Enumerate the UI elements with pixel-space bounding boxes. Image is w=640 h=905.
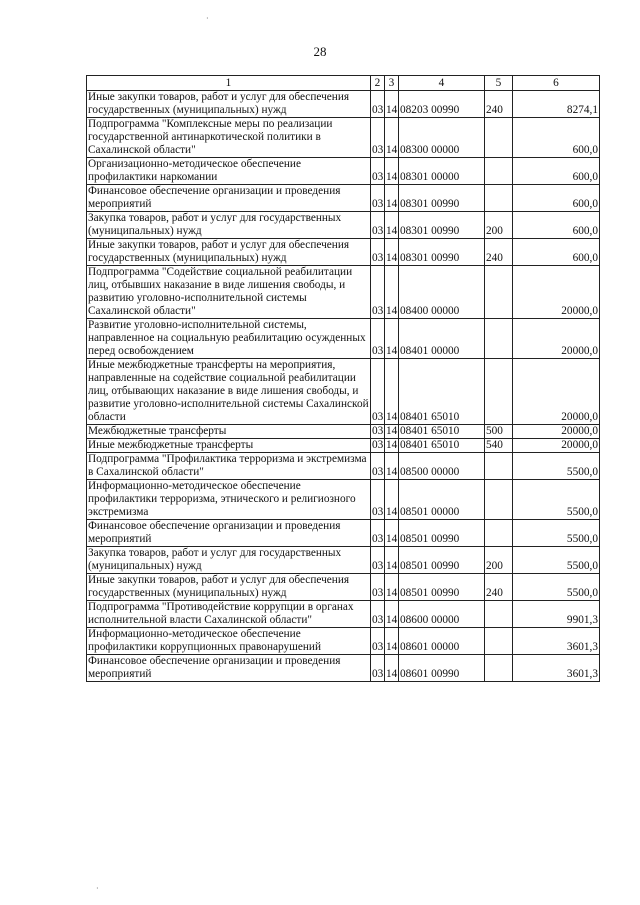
row-target-article: 08301 00990 bbox=[399, 185, 485, 212]
row-section-code: 03 bbox=[371, 628, 385, 655]
row-target-article: 08401 65010 bbox=[399, 359, 485, 425]
page-number: 28 bbox=[313, 44, 327, 59]
row-description: Финансовое обеспечение организации и проведения мероприятий bbox=[87, 520, 371, 547]
row-expense-type: 240 bbox=[485, 91, 513, 118]
row-subsection-code: 14 bbox=[385, 574, 399, 601]
row-subsection-code: 14 bbox=[385, 601, 399, 628]
row-amount: 600,0 bbox=[513, 212, 600, 239]
row-section-code: 03 bbox=[371, 655, 385, 682]
row-expense-type bbox=[485, 453, 513, 480]
header-cell-4: 4 bbox=[399, 76, 485, 91]
row-subsection-code: 14 bbox=[385, 453, 399, 480]
row-amount: 20000,0 bbox=[513, 266, 600, 319]
table-row bbox=[87, 239, 600, 266]
budget-table bbox=[86, 75, 600, 682]
table-row bbox=[87, 212, 600, 239]
table-row bbox=[87, 601, 600, 628]
row-description: Информационно-методическое обеспечение профилактики терроризма, этнического и религиозного экстремизма bbox=[87, 480, 371, 520]
row-subsection-code: 14 bbox=[385, 319, 399, 359]
row-subsection-code: 14 bbox=[385, 158, 399, 185]
row-amount: 9901,3 bbox=[513, 601, 600, 628]
row-amount: 600,0 bbox=[513, 118, 600, 158]
row-target-article: 08500 00000 bbox=[399, 453, 485, 480]
row-amount: 8274,1 bbox=[513, 91, 600, 118]
row-target-article: 08501 00990 bbox=[399, 547, 485, 574]
row-subsection-code: 14 bbox=[385, 520, 399, 547]
row-target-article: 08501 00990 bbox=[399, 574, 485, 601]
header-row bbox=[87, 76, 600, 91]
row-expense-type bbox=[485, 655, 513, 682]
table-row bbox=[87, 266, 600, 319]
row-target-article: 08401 65010 bbox=[399, 439, 485, 453]
scan-speck: · bbox=[206, 14, 209, 23]
row-target-article: 08203 00990 bbox=[399, 91, 485, 118]
row-description: Иные закупки товаров, работ и услуг для обеспечения государственных (муниципальных) нужд bbox=[87, 574, 371, 601]
row-target-article: 08401 65010 bbox=[399, 425, 485, 439]
row-amount: 20000,0 bbox=[513, 359, 600, 425]
row-subsection-code: 14 bbox=[385, 480, 399, 520]
row-description: Финансовое обеспечение организации и проведения мероприятий bbox=[87, 185, 371, 212]
row-target-article: 08400 00000 bbox=[399, 266, 485, 319]
row-section-code: 03 bbox=[371, 359, 385, 425]
row-target-article: 08601 00000 bbox=[399, 628, 485, 655]
row-amount: 5500,0 bbox=[513, 574, 600, 601]
header-cell-5: 5 bbox=[485, 76, 513, 91]
row-section-code: 03 bbox=[372, 425, 384, 437]
scan-speck: · bbox=[96, 884, 99, 893]
row-section-code: 03 bbox=[371, 574, 385, 601]
table-row bbox=[87, 118, 600, 158]
row-subsection-code: 14 bbox=[385, 628, 399, 655]
row-description: Иные межбюджетные трансферты bbox=[87, 439, 371, 453]
row-description: Подпрограмма "Противодействие коррупции в органах исполнительной власти Сахалинской области" bbox=[87, 601, 371, 628]
row-expense-type bbox=[485, 158, 513, 185]
row-section-code: 03 bbox=[371, 520, 385, 547]
row-target-article: 08501 00000 bbox=[399, 480, 485, 520]
row-expense-type bbox=[485, 118, 513, 158]
row-target-article: 08301 00000 bbox=[399, 158, 485, 185]
table-row bbox=[87, 628, 600, 655]
row-target-article: 08601 00990 bbox=[399, 655, 485, 682]
row-description: Подпрограмма "Содействие социальной реабилитации лиц, отбывших наказание в виде лишения свободы, и развитию уголовно-исполнительной системы Сахалинской области" bbox=[87, 266, 371, 319]
table-row bbox=[87, 520, 600, 547]
row-expense-type: 240 bbox=[485, 574, 513, 601]
row-expense-type: 200 bbox=[485, 547, 513, 574]
row-expense-type: 200 bbox=[485, 212, 513, 239]
row-amount: 5500,0 bbox=[513, 520, 600, 547]
row-expense-type bbox=[485, 319, 513, 359]
table-row bbox=[87, 480, 600, 520]
row-amount: 600,0 bbox=[513, 239, 600, 266]
row-target-article: 08501 00990 bbox=[399, 520, 485, 547]
row-amount: 20000,0 bbox=[513, 425, 600, 439]
row-amount: 5500,0 bbox=[513, 480, 600, 520]
row-description: Закупка товаров, работ и услуг для государственных (муниципальных) нужд bbox=[87, 212, 371, 239]
table-row bbox=[87, 359, 600, 425]
row-subsection-code: 14 bbox=[385, 239, 399, 266]
table-row bbox=[87, 425, 600, 439]
row-section-code: 03 bbox=[371, 480, 385, 520]
row-expense-type bbox=[485, 628, 513, 655]
row-section-code: 03 bbox=[371, 266, 385, 319]
row-amount: 5500,0 bbox=[513, 453, 600, 480]
row-expense-type bbox=[485, 601, 513, 628]
row-subsection-code: 14 bbox=[385, 266, 399, 319]
row-expense-type bbox=[485, 185, 513, 212]
table-row bbox=[87, 547, 600, 574]
row-amount: 20000,0 bbox=[513, 439, 600, 453]
header-cell-2: 2 bbox=[371, 76, 385, 91]
row-description: Закупка товаров, работ и услуг для государственных (муниципальных) нужд bbox=[87, 547, 371, 574]
header-cell-3: 3 bbox=[385, 76, 399, 91]
row-amount: 20000,0 bbox=[513, 319, 600, 359]
table-row bbox=[87, 439, 600, 453]
row-expense-type: 500 bbox=[485, 425, 513, 439]
row-subsection-code: 14 bbox=[385, 547, 399, 574]
row-subsection-code: 14 bbox=[385, 185, 399, 212]
row-section-code: 03 bbox=[371, 158, 385, 185]
row-description: Информационно-методическое обеспечение профилактики коррупционных правонарушений bbox=[87, 628, 371, 655]
row-subsection-code: 14 bbox=[385, 118, 399, 158]
row-subsection-code: 14 bbox=[385, 359, 399, 425]
row-target-article: 08301 00990 bbox=[399, 239, 485, 266]
row-subsection-code: 14 bbox=[385, 212, 399, 239]
row-description: Финансовое обеспечение организации и проведения мероприятий bbox=[87, 655, 371, 682]
row-target-article: 08300 00000 bbox=[399, 118, 485, 158]
row-amount: 600,0 bbox=[513, 185, 600, 212]
row-expense-type bbox=[485, 359, 513, 425]
row-section-code: 03 bbox=[372, 439, 384, 451]
row-subsection-code: 14 bbox=[385, 655, 399, 682]
table-row bbox=[87, 655, 600, 682]
row-target-article: 08600 00000 bbox=[399, 601, 485, 628]
row-description: Организационно-методическое обеспечение профилактики наркомании bbox=[87, 158, 371, 185]
row-target-article: 08301 00990 bbox=[399, 212, 485, 239]
table-row bbox=[87, 158, 600, 185]
row-amount: 3601,3 bbox=[513, 655, 600, 682]
row-expense-type bbox=[485, 480, 513, 520]
row-section-code: 03 bbox=[371, 453, 385, 480]
row-subsection-code: 14 bbox=[385, 91, 399, 118]
row-section-code: 03 bbox=[371, 547, 385, 574]
row-section-code: 03 bbox=[371, 319, 385, 359]
row-description: Иные закупки товаров, работ и услуг для обеспечения государственных (муниципальных) нужд bbox=[87, 239, 371, 266]
row-description: Подпрограмма "Профилактика терроризма и экстремизма в Сахалинской области" bbox=[87, 453, 371, 480]
row-amount: 600,0 bbox=[513, 158, 600, 185]
row-description: Межбюджетные трансферты bbox=[87, 425, 371, 439]
table-body bbox=[87, 91, 600, 682]
row-description: Подпрограмма "Комплексные меры по реализации государственной антинаркотической политики в Сахалинской области" bbox=[87, 118, 371, 158]
row-subsection-code: 14 bbox=[386, 425, 398, 437]
table-row bbox=[87, 91, 600, 118]
row-expense-type: 540 bbox=[485, 439, 513, 453]
row-target-article: 08401 00000 bbox=[399, 319, 485, 359]
row-description: Развитие уголовно-исполнительной системы, направленное на социальную реабилитацию осужденных перед освобождением bbox=[87, 319, 371, 359]
header-cell-6: 6 bbox=[513, 76, 600, 91]
row-amount: 5500,0 bbox=[513, 547, 600, 574]
row-amount: 3601,3 bbox=[513, 628, 600, 655]
table-row bbox=[87, 319, 600, 359]
row-subsection-code: 14 bbox=[386, 439, 398, 451]
row-section-code: 03 bbox=[371, 185, 385, 212]
row-description: Иные закупки товаров, работ и услуг для обеспечения государственных (муниципальных) нужд bbox=[87, 91, 371, 118]
row-expense-type: 240 bbox=[485, 239, 513, 266]
header-cell-1: 1 bbox=[87, 76, 371, 91]
row-section-code: 03 bbox=[371, 91, 385, 118]
row-section-code: 03 bbox=[371, 118, 385, 158]
table-row bbox=[87, 453, 600, 480]
table-row bbox=[87, 574, 600, 601]
table-row bbox=[87, 185, 600, 212]
row-description: Иные межбюджетные трансферты на мероприятия, направленные на содействие социальной реабилитации лиц, отбывающих наказание в виде лишения свободы, и развитие уголовно-исполнительной системы Сахалинской области bbox=[88, 359, 369, 423]
row-section-code: 03 bbox=[371, 601, 385, 628]
row-section-code: 03 bbox=[371, 212, 385, 239]
row-expense-type bbox=[485, 520, 513, 547]
row-expense-type bbox=[485, 266, 513, 319]
row-section-code: 03 bbox=[371, 239, 385, 266]
